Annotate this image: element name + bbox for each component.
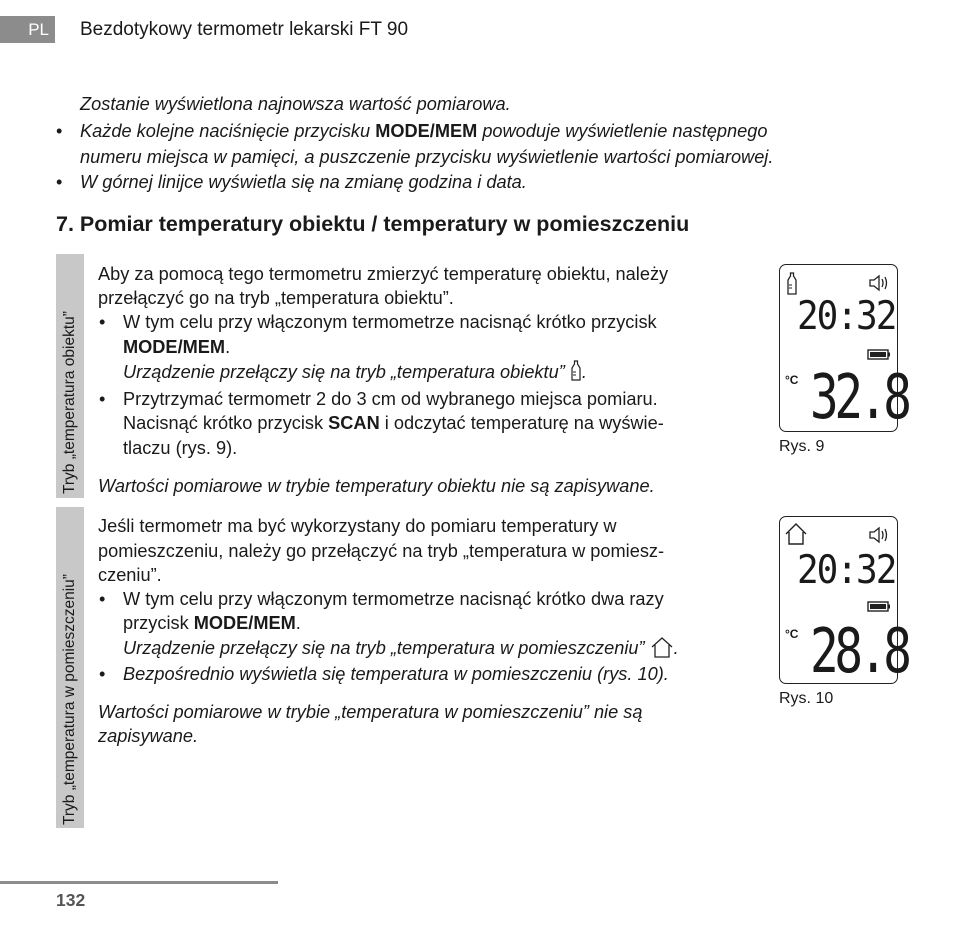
intro-bullet-1-line2: numeru miejsca w pamięci, a puszczenie przycisku wyświetlenie wartości pomiarowej. xyxy=(80,147,774,167)
bullet-icon: • xyxy=(99,664,106,684)
figure-caption-9: Rys. 9 xyxy=(779,438,825,455)
bullet-icon: • xyxy=(56,121,63,141)
intro-bullet-2 xyxy=(56,170,527,195)
battery-icon xyxy=(867,349,891,360)
object-mode-result-text: Urządzenie przełączy się na tryb „temperatura obiektu” xyxy=(123,362,565,382)
bullet-icon: • xyxy=(56,172,63,192)
object-mode-bullet-1-text: W tym celu przy włączonym termometrze nacisnąć krótko przycisk xyxy=(123,312,657,332)
side-tab-object-mode-label: Tryb „temperatura obiektu” xyxy=(61,311,78,494)
room-mode-paragraph-line3: czeniu”. xyxy=(98,565,162,585)
house-icon xyxy=(784,522,808,546)
lcd-temperature: 32.8 xyxy=(810,361,908,434)
footer-rule xyxy=(0,881,278,884)
document-title: Bezdotykowy termometr lekarski FT 90 xyxy=(80,19,409,40)
bottle-icon xyxy=(570,360,582,382)
object-mode-result: Urządzenie przełączy się na tryb „temperatura obiektu” . xyxy=(123,362,587,382)
object-mode-bullet-2 xyxy=(99,387,658,412)
lcd-display-fig10 xyxy=(779,516,908,688)
room-mode-result-text: Urządzenie przełączy się na tryb „temperatura w pomieszczeniu” xyxy=(123,638,645,658)
lcd-display-fig9 xyxy=(779,264,908,434)
lcd-time: 20:32 xyxy=(797,547,896,593)
language-badge: PL xyxy=(0,16,55,43)
speaker-icon xyxy=(868,273,892,293)
room-mode-bullet-1-text: W tym celu przy włączonym termometrze nacisnąć krótko dwa razy xyxy=(123,589,664,609)
speaker-icon xyxy=(868,525,892,545)
object-mode-bullet-1-line2: MODE/MEM. xyxy=(123,337,231,357)
figure-caption-10: Rys. 10 xyxy=(779,690,834,707)
room-mode-bullet-1-line2: przycisk MODE/MEM. xyxy=(123,613,301,633)
bullet-icon: • xyxy=(99,312,106,332)
bottle-icon xyxy=(786,272,798,296)
object-mode-bullet-2-text: Przytrzymać termometr 2 do 3 cm od wybranego miejsca pomiaru. xyxy=(123,389,658,409)
room-mode-paragraph-line2: pomieszczeniu, należy go przełączyć na tryb „temperatura w pomiesz- xyxy=(98,541,665,561)
object-mode-paragraph-line1: Aby za pomocą tego termometru zmierzyć temperaturę obiektu, należy xyxy=(98,264,669,284)
intro-bullet-1-post: powoduje wyświetlenie następnego xyxy=(477,121,768,141)
side-tab-room-mode xyxy=(56,507,84,828)
intro-bullet-1-pre: Każde kolejne naciśnięcie przycisku xyxy=(80,121,376,141)
lcd-unit: °C xyxy=(785,373,799,387)
section-heading: 7. Pomiar temperatury obiektu / temperatury w pomieszczeniu xyxy=(56,212,690,236)
mode-mem-label: MODE/MEM xyxy=(123,337,226,357)
lcd-temperature: 28.8 xyxy=(810,615,908,688)
side-tab-object-mode xyxy=(56,254,84,498)
intro-line: Zostanie wyświetlona najnowsza wartość pomiarowa. xyxy=(80,94,511,114)
room-mode-paragraph-line1: Jeśli termometr ma być wykorzystany do pomiaru temperatury w xyxy=(98,516,617,536)
room-mode-bullet-2 xyxy=(99,662,669,687)
room-mode-note-line1: Wartości pomiarowe w trybie „temperatura w pomieszczeniu” nie są xyxy=(98,702,643,722)
scan-label: SCAN xyxy=(328,413,380,433)
page-number: 132 xyxy=(56,890,86,910)
house-icon xyxy=(650,636,674,658)
mode-mem-label: MODE/MEM xyxy=(193,613,296,633)
side-tab-room-mode-label: Tryb „temperatura w pomieszczeniu” xyxy=(61,574,78,825)
battery-icon xyxy=(867,601,891,612)
object-mode-paragraph-line2: przełączyć go na tryb „temperatura obiektu”. xyxy=(98,288,454,308)
object-mode-bullet-2-line3: tlaczu (rys. 9). xyxy=(123,438,238,458)
room-mode-result: Urządzenie przełączy się na tryb „temperatura w pomieszczeniu” . xyxy=(123,638,679,658)
bullet-icon: • xyxy=(99,589,106,609)
room-mode-bullet-2-text: Bezpośrednio wyświetla się temperatura w pomieszczeniu (rys. 10). xyxy=(123,664,669,684)
intro-bullet-1 xyxy=(56,119,920,144)
object-mode-bullet-2-line2: Nacisnąć krótko przycisk SCAN i odczytać temperaturę na wyświe- xyxy=(123,413,664,433)
lcd-time: 20:32 xyxy=(797,293,896,339)
mode-mem-label: MODE/MEM xyxy=(375,121,478,141)
object-mode-note: Wartości pomiarowe w trybie temperatury obiektu nie są zapisywane. xyxy=(98,476,655,496)
lcd-unit: °C xyxy=(785,627,799,641)
bullet-icon: • xyxy=(99,389,106,409)
intro-bullet-2-text: W górnej linijce wyświetla się na zmianę godzina i data. xyxy=(80,172,527,192)
room-mode-bullet-1 xyxy=(99,587,664,612)
room-mode-note-line2: zapisywane. xyxy=(98,726,199,746)
object-mode-bullet-1 xyxy=(99,310,657,335)
